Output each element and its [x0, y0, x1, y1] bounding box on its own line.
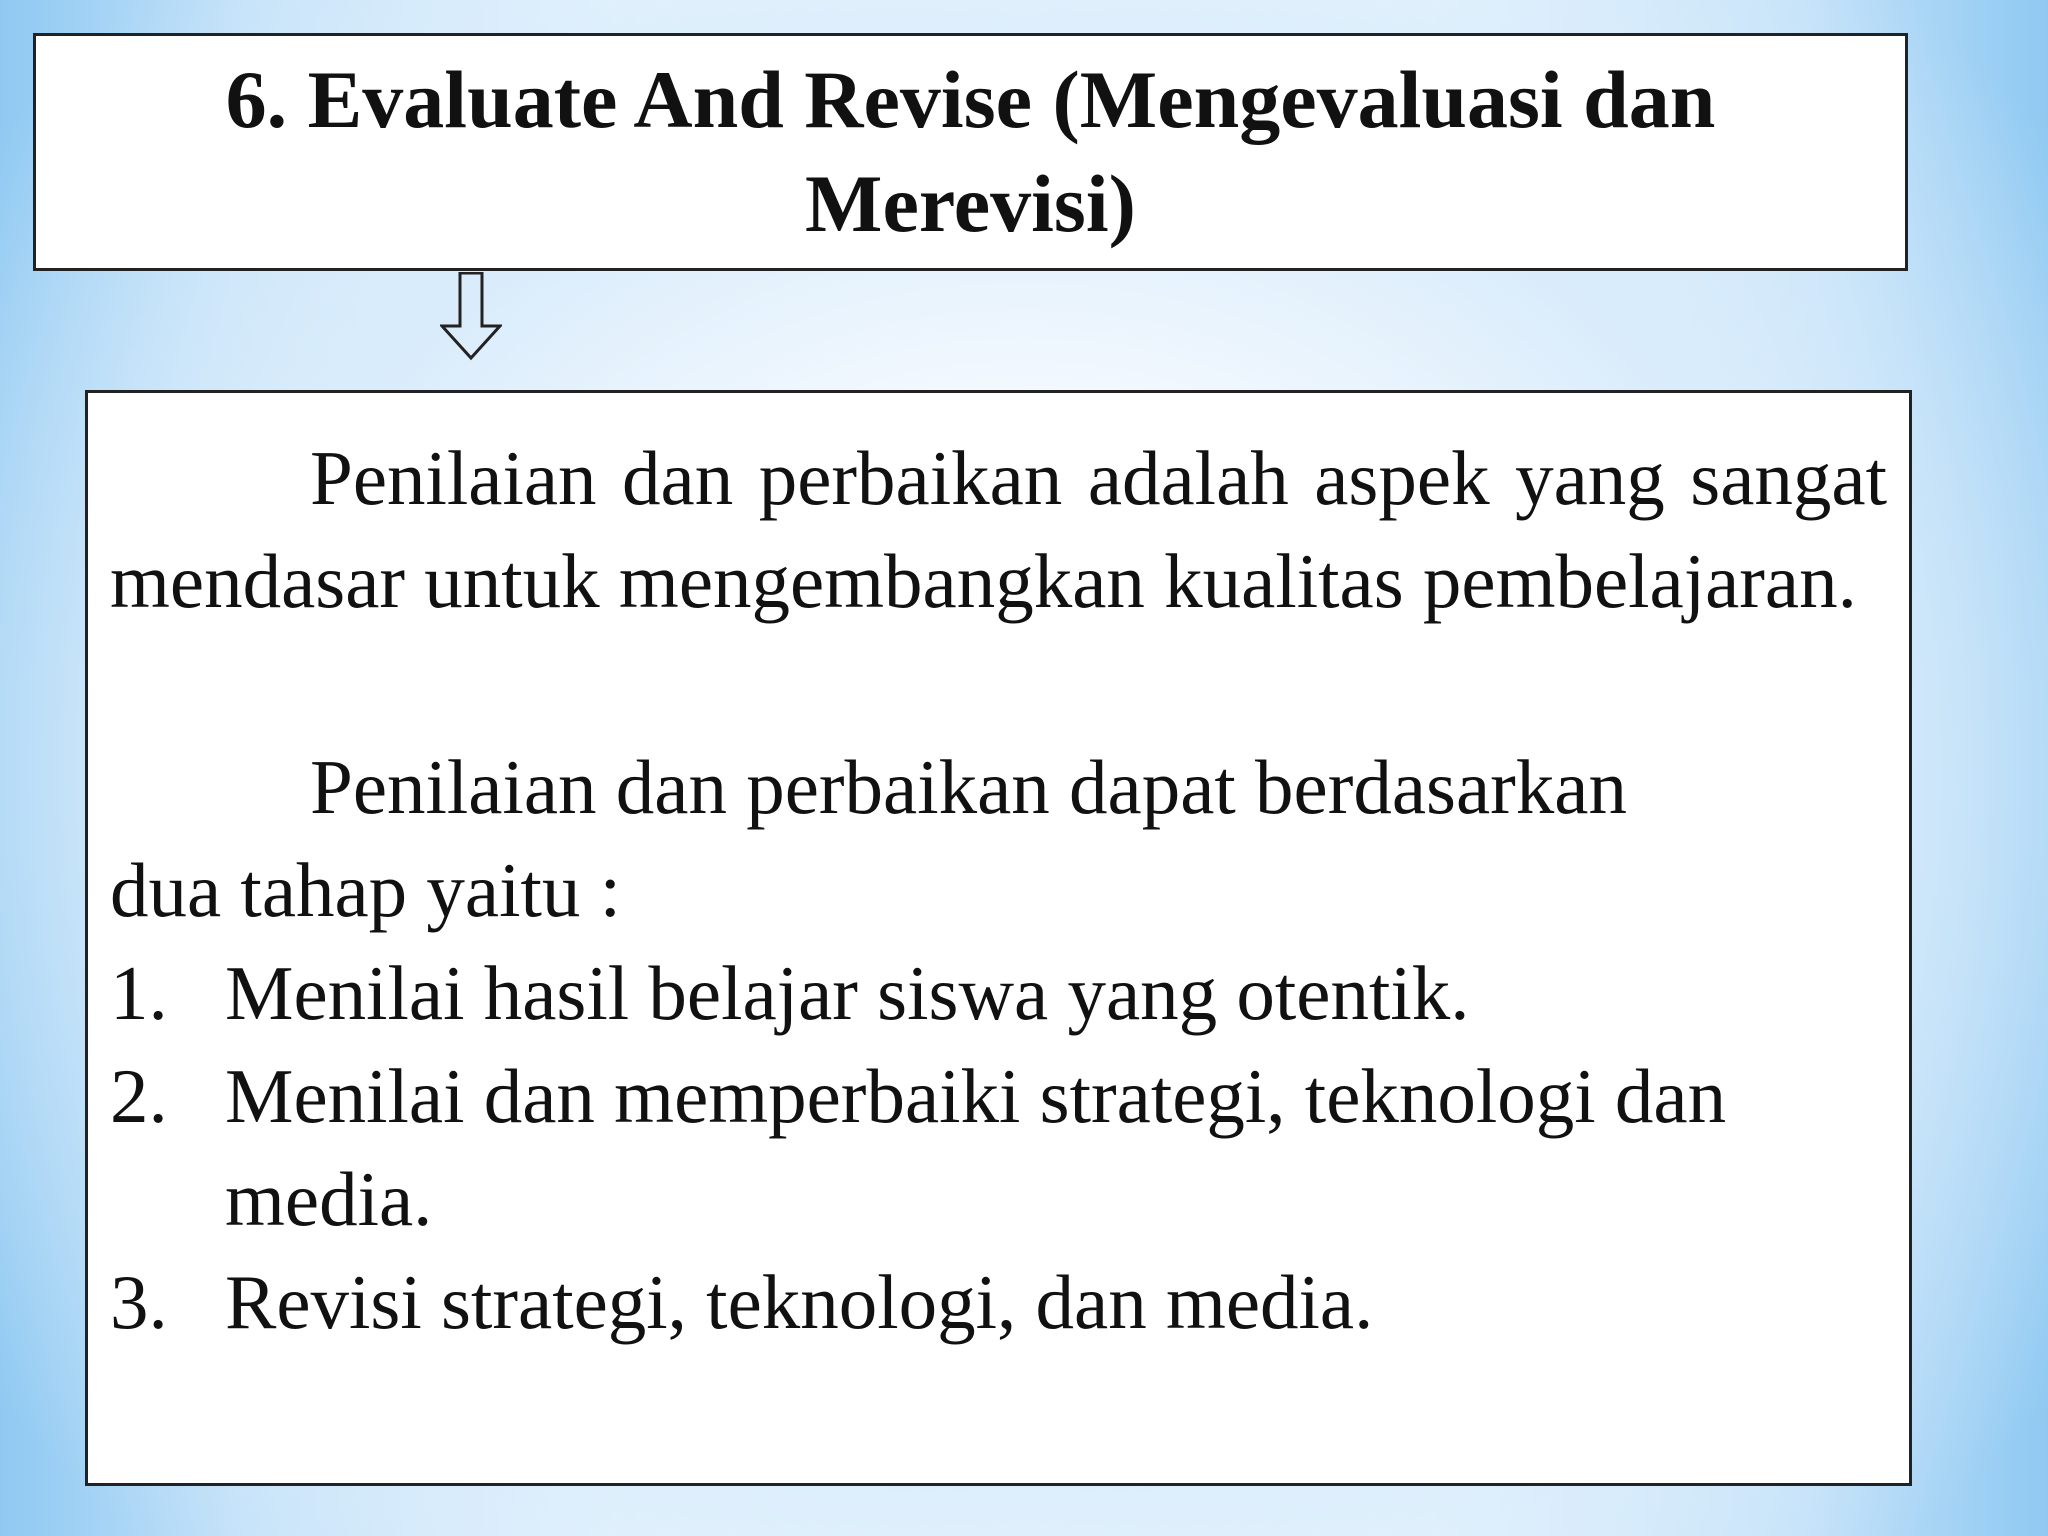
list-item-number: 2. [110, 1053, 168, 1139]
list-item [110, 1251, 1887, 1354]
slide-title: 6. Evaluate And Revise (Mengevaluasi dan Merevisi) [225, 54, 1716, 249]
stages-list [110, 942, 1887, 1354]
title-box [33, 33, 1908, 271]
content-box [85, 390, 1912, 1486]
paragraph-1: Penilaian dan perbaikan adalah aspek yang sangat mendasar untuk mengembangkan kualitas pembelajaran. [110, 435, 1887, 624]
list-item-text: Menilai dan memperbaiki strategi, teknologi dan media. [225, 1053, 1727, 1242]
list-item [110, 1045, 1887, 1251]
paragraph-2-line-2: dua tahap yaitu : [110, 847, 622, 933]
list-item-number: 3. [110, 1259, 168, 1345]
list-item-text: Revisi strategi, teknologi, dan media. [225, 1259, 1374, 1345]
down-arrow-icon [440, 272, 502, 362]
list-item-text: Menilai hasil belajar siswa yang otentik. [225, 950, 1470, 1036]
list-item-number: 1. [110, 950, 168, 1036]
list-item [110, 942, 1887, 1045]
paragraph-2-line-1: Penilaian dan perbaikan dapat berdasarkan [310, 744, 1627, 830]
paragraph-spacer [110, 633, 1887, 736]
paragraph-2 [110, 736, 1887, 942]
